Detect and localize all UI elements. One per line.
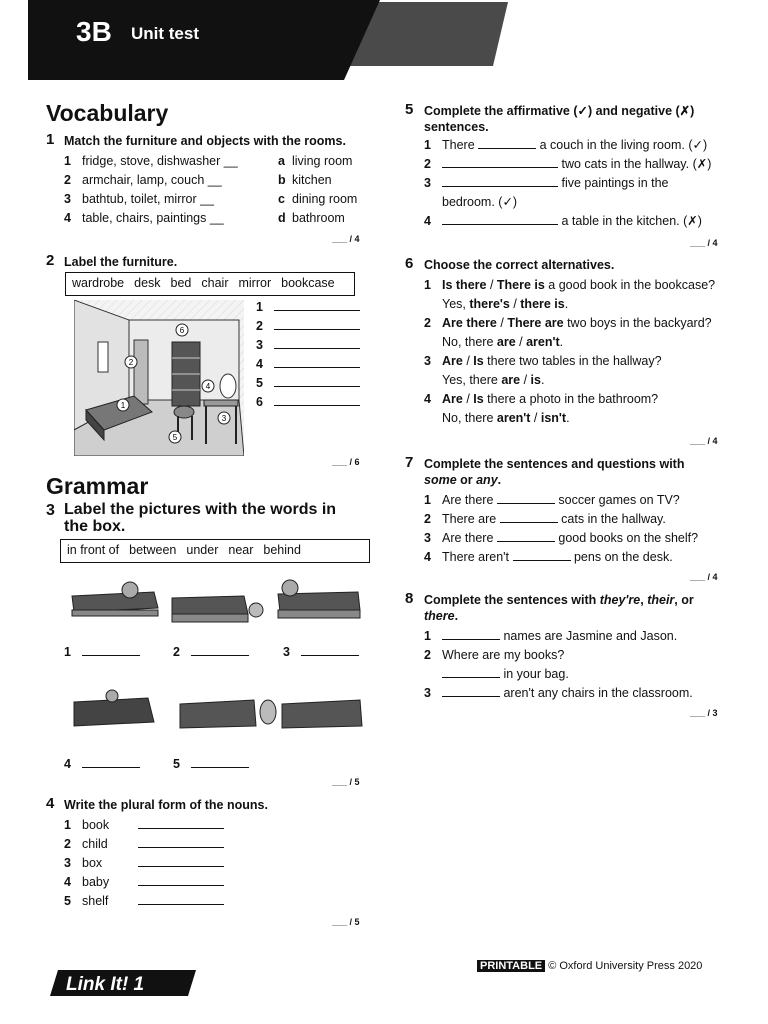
picture-1 bbox=[72, 582, 158, 616]
list-item: No, there aren't / isn't. bbox=[442, 411, 570, 425]
list-item: 2 bbox=[256, 317, 360, 336]
list-item: 2 child bbox=[64, 835, 224, 854]
list-item: 5 bbox=[256, 374, 360, 393]
answer-field[interactable] bbox=[497, 492, 555, 504]
list-item: 6 bbox=[256, 393, 360, 412]
picture-4 bbox=[74, 690, 154, 726]
svg-text:2: 2 bbox=[128, 358, 134, 367]
list-item: 2 Are there / There are two boys in the backyard? bbox=[424, 316, 712, 330]
q1-number: 1 bbox=[46, 131, 55, 148]
list-item: d bathroom bbox=[278, 211, 345, 225]
list-item: 3 box bbox=[64, 854, 224, 873]
list-item: in your bag. bbox=[424, 665, 693, 684]
answer-field[interactable] bbox=[442, 628, 500, 640]
list-item: a living room bbox=[278, 154, 353, 168]
q3-number: 3 bbox=[46, 502, 55, 519]
answer-field[interactable] bbox=[442, 685, 500, 697]
q3-item-5: 5 bbox=[173, 755, 249, 774]
answer-field[interactable] bbox=[442, 175, 558, 187]
q2-instruction: Label the furniture. bbox=[64, 255, 178, 269]
logo-text: Link It! 1 bbox=[66, 974, 145, 995]
q4-instruction: Write the plural form of the nouns. bbox=[64, 798, 268, 812]
list-item: 4 bbox=[256, 355, 360, 374]
list-item: 2 Where are my books? bbox=[424, 648, 565, 662]
answer-field[interactable] bbox=[442, 666, 500, 678]
q6-items bbox=[424, 276, 715, 428]
q4-items bbox=[64, 816, 224, 911]
list-item: 3 aren't any chairs in the classroom. bbox=[424, 686, 693, 700]
answer-field[interactable] bbox=[138, 874, 224, 886]
list-item: b kitchen bbox=[278, 173, 332, 187]
q5-number: 5 bbox=[405, 101, 414, 118]
list-item: 1 Is there / There is a good book in the bookcase? bbox=[424, 278, 716, 292]
list-item: 4 There aren't pens on the desk. bbox=[424, 550, 673, 564]
q3-item-3: 3 bbox=[283, 643, 359, 662]
q5-items bbox=[424, 136, 711, 231]
link-it-logo bbox=[50, 968, 200, 998]
unit-number: 3B bbox=[76, 16, 112, 47]
q1-score: ___ / 4 bbox=[332, 234, 360, 244]
list-item: 2 two cats in the hallway. (✗) bbox=[424, 157, 712, 171]
q3-item-4: 4 bbox=[64, 755, 140, 774]
answer-field[interactable] bbox=[497, 530, 555, 542]
answer-field[interactable] bbox=[82, 644, 140, 656]
answer-field[interactable] bbox=[138, 817, 224, 829]
q5-score: ___ / 4 bbox=[690, 238, 718, 248]
picture-2 bbox=[172, 596, 263, 622]
q4-score: ___ / 5 bbox=[332, 917, 360, 927]
answer-field[interactable] bbox=[442, 213, 558, 225]
list-item: 3 Are / Is there two tables in the hallway? bbox=[424, 354, 662, 368]
answer-field[interactable] bbox=[478, 137, 536, 149]
q8-instruction: Complete the sentences with they're, their, or there. bbox=[424, 593, 694, 623]
svg-text:4: 4 bbox=[205, 382, 211, 391]
q2-number: 2 bbox=[46, 252, 55, 269]
list-item: 3 bathtub, toilet, mirror __ bbox=[64, 192, 215, 206]
list-item: Yes, there's / there is. bbox=[442, 297, 569, 311]
answer-field[interactable] bbox=[138, 836, 224, 848]
list-item: 2 armchair, lamp, couch __ bbox=[64, 173, 222, 187]
q4-number: 4 bbox=[46, 795, 55, 812]
q8-score: ___ / 3 bbox=[690, 708, 718, 718]
q5-instruction: Complete the affirmative (✓) and negative (✗) sentences. bbox=[424, 104, 695, 134]
answer-field[interactable] bbox=[513, 549, 571, 561]
q6-score: ___ / 4 bbox=[690, 436, 718, 446]
list-item: 1 fridge, stove, dishwasher __ bbox=[64, 154, 238, 168]
copyright-text: © Oxford University Press 2020 bbox=[548, 960, 703, 972]
list-item: bedroom. (✓) bbox=[442, 195, 518, 209]
list-item: 4 a table in the kitchen. (✗) bbox=[424, 214, 702, 228]
q8-number: 8 bbox=[405, 590, 414, 607]
answer-field[interactable] bbox=[138, 855, 224, 867]
answer-field[interactable] bbox=[274, 318, 360, 330]
q1-items bbox=[64, 152, 238, 228]
list-item: 1 book bbox=[64, 816, 224, 835]
printable-badge: PRINTABLE bbox=[477, 960, 545, 972]
svg-text:6: 6 bbox=[179, 326, 185, 335]
answer-field[interactable] bbox=[301, 644, 359, 656]
picture-3 bbox=[278, 580, 360, 618]
q2-word-box: wardrobe desk bed chair mirror bookcase bbox=[65, 272, 355, 296]
q3-word-box: in front of between under near behind bbox=[60, 539, 370, 563]
answer-field[interactable] bbox=[442, 156, 558, 168]
answer-field[interactable] bbox=[138, 893, 224, 905]
q3-item-2: 2 bbox=[173, 643, 249, 662]
footer-copyright bbox=[477, 960, 702, 972]
svg-text:5: 5 bbox=[172, 433, 178, 442]
q2-score: ___ / 6 bbox=[332, 457, 360, 467]
q6-instruction: Choose the correct alternatives. bbox=[424, 258, 615, 272]
list-item: No, there are / aren't. bbox=[442, 335, 564, 349]
q2-answer-lines bbox=[256, 298, 360, 412]
list-item: 4 table, chairs, paintings __ bbox=[64, 211, 224, 225]
list-item: 1 Are there soccer games on TV? bbox=[424, 493, 680, 507]
section-title-vocabulary: Vocabulary bbox=[46, 100, 169, 126]
list-item: Yes, there are / is. bbox=[442, 373, 545, 387]
list-item: 3 five paintings in the bbox=[424, 176, 669, 190]
list-item: 2 There are cats in the hallway. bbox=[424, 512, 666, 526]
list-item: 1 There a couch in the living room. (✓) bbox=[424, 138, 708, 152]
q8-items bbox=[424, 627, 693, 703]
answer-field[interactable] bbox=[274, 299, 360, 311]
answer-field[interactable] bbox=[191, 756, 249, 768]
answer-field[interactable] bbox=[274, 375, 360, 387]
unit-title: Unit test bbox=[131, 24, 199, 43]
list-item: 4 baby bbox=[64, 873, 224, 892]
list-item: 1 names are Jasmine and Jason. bbox=[424, 629, 678, 643]
q1-instruction: Match the furniture and objects with the rooms. bbox=[64, 134, 346, 148]
bedroom-illustration bbox=[74, 300, 244, 456]
answer-field[interactable] bbox=[191, 644, 249, 656]
q3-instruction: Label the pictures with the words in the box. bbox=[64, 501, 337, 535]
list-item: 3 bbox=[256, 336, 360, 355]
q3-score: ___ / 5 bbox=[332, 777, 360, 787]
q7-instruction: Complete the sentences and questions with some or any. bbox=[424, 457, 685, 487]
answer-field[interactable] bbox=[274, 356, 360, 368]
answer-field[interactable] bbox=[274, 394, 360, 406]
svg-text:3: 3 bbox=[221, 414, 227, 423]
answer-field[interactable] bbox=[500, 511, 558, 523]
answer-field[interactable] bbox=[274, 337, 360, 349]
svg-text:1: 1 bbox=[120, 401, 126, 410]
section-title-grammar: Grammar bbox=[46, 473, 149, 499]
list-item: c dining room bbox=[278, 192, 358, 206]
answer-field[interactable] bbox=[82, 756, 140, 768]
q7-items bbox=[424, 491, 698, 567]
q3-item-1: 1 bbox=[64, 643, 140, 662]
q6-number: 6 bbox=[405, 255, 414, 272]
list-item: 4 Are / Is there a photo in the bathroom? bbox=[424, 392, 659, 406]
list-item: 1 bbox=[256, 298, 360, 317]
picture-5 bbox=[180, 700, 362, 728]
list-item: 5 shelf bbox=[64, 892, 224, 911]
q7-number: 7 bbox=[405, 454, 414, 471]
q1-rooms bbox=[278, 152, 357, 228]
list-item: 3 Are there good books on the shelf? bbox=[424, 531, 699, 545]
q7-score: ___ / 4 bbox=[690, 572, 718, 582]
